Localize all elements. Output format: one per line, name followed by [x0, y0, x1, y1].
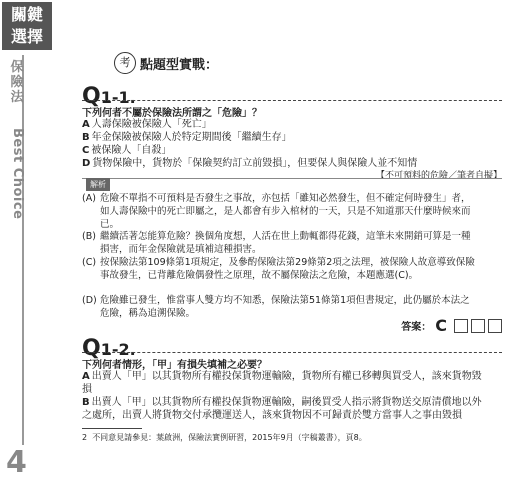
footnote: 2 不同意見請參見：葉啟洲，保險法實例研習，2015年9月（字稿叢書），頁8。: [82, 433, 367, 442]
question-label-q2: Q1-2.: [82, 336, 136, 361]
answer-box[interactable]: [471, 319, 485, 333]
explanation-rule: [82, 178, 502, 179]
explanation-tag: 解析: [86, 178, 110, 191]
chapter-tag-line2: 選擇: [10, 27, 43, 46]
option-b[interactable]: B 年金保險被保險人於特定期間後「繼續生存」: [82, 132, 292, 143]
question-label-q1: Q1-1.: [82, 84, 136, 109]
question-divider: [82, 100, 502, 101]
section-title: 點題型實戰：: [140, 57, 219, 73]
explanation-item: (C) 按保險法第109條第1項規定，及參酌保險法第29條第2項之法理，被保險人故意導致保險事故發生，已背離危險偶發性之原理，故不屬保險法之危險，本題應選(C)。: [82, 257, 475, 281]
section-header: [114, 52, 218, 74]
option-d[interactable]: D 貨物保險中，貨物於「保險契約訂立前毀損」，但要保人與保險人並不知情: [82, 158, 418, 169]
answer-row: [401, 316, 502, 335]
option-a[interactable]: A 人壽保險被保險人「死亡」: [82, 119, 212, 130]
answer-value: C: [435, 316, 447, 335]
category-en-label: Best Choice: [10, 128, 25, 220]
explanation-item: (A) 危險不單指不可預料是否發生之事故，亦包括「雖知必然發生，但不確定何時發生」者，如人壽保險中的死亡即屬之，是人都會有步入棺材的一天，只是不知道那天什麼時候來而已。: [82, 193, 471, 230]
answer-box[interactable]: [488, 319, 502, 333]
question-divider: [82, 352, 502, 353]
footnote-rule: [82, 428, 142, 429]
option-b[interactable]: B 出賣人「甲」以其貨物所有權投保貨物運輸險，嗣後買受人指示將貨物送交原清償地以外之處所，出賣人將貨物交付承攬運送人，該來貨物因不可歸責於雙方當事人之事由毀損: [82, 397, 482, 421]
spine-line: [22, 55, 24, 445]
kao-badge-icon: 考: [114, 52, 136, 74]
sidebar: [0, 0, 54, 500]
question-stem-q2: 下列何者情形，「甲」有損失填補之必要？: [82, 360, 267, 371]
page-number: 4: [6, 445, 27, 480]
option-c[interactable]: C 被保險人「自殺」: [82, 145, 172, 156]
category-label: 保險法: [10, 60, 24, 105]
answer-label: 答案：: [401, 322, 432, 333]
option-a[interactable]: A 出賣人「甲」以其貨物所有權投保貨物運輸險，貨物所有權已移轉與買受人，該來貨物毀損: [82, 371, 482, 395]
answer-box[interactable]: [454, 319, 468, 333]
explanation-item: (D) 危險雖已發生，惟當事人雙方均不知悉，保險法第51條第1項但書規定，此仍屬於本法之危險，稱為追溯保險。: [82, 295, 470, 319]
explanation-item: (B) 繼續活著怎能算危險？換個角度想，人活在世上動輒都得花錢，這筆未來開銷可算是一種損害，而年金保險就是填補這種損害。: [82, 231, 471, 255]
question-source-note: 【不可預料的危險／筆者自擬】: [375, 171, 502, 181]
question-stem-q1: 下列何者不屬於保險法所謂之「危險」？: [82, 108, 262, 119]
chapter-tag: [2, 2, 52, 50]
chapter-tag-line1: 關鍵: [10, 5, 43, 24]
